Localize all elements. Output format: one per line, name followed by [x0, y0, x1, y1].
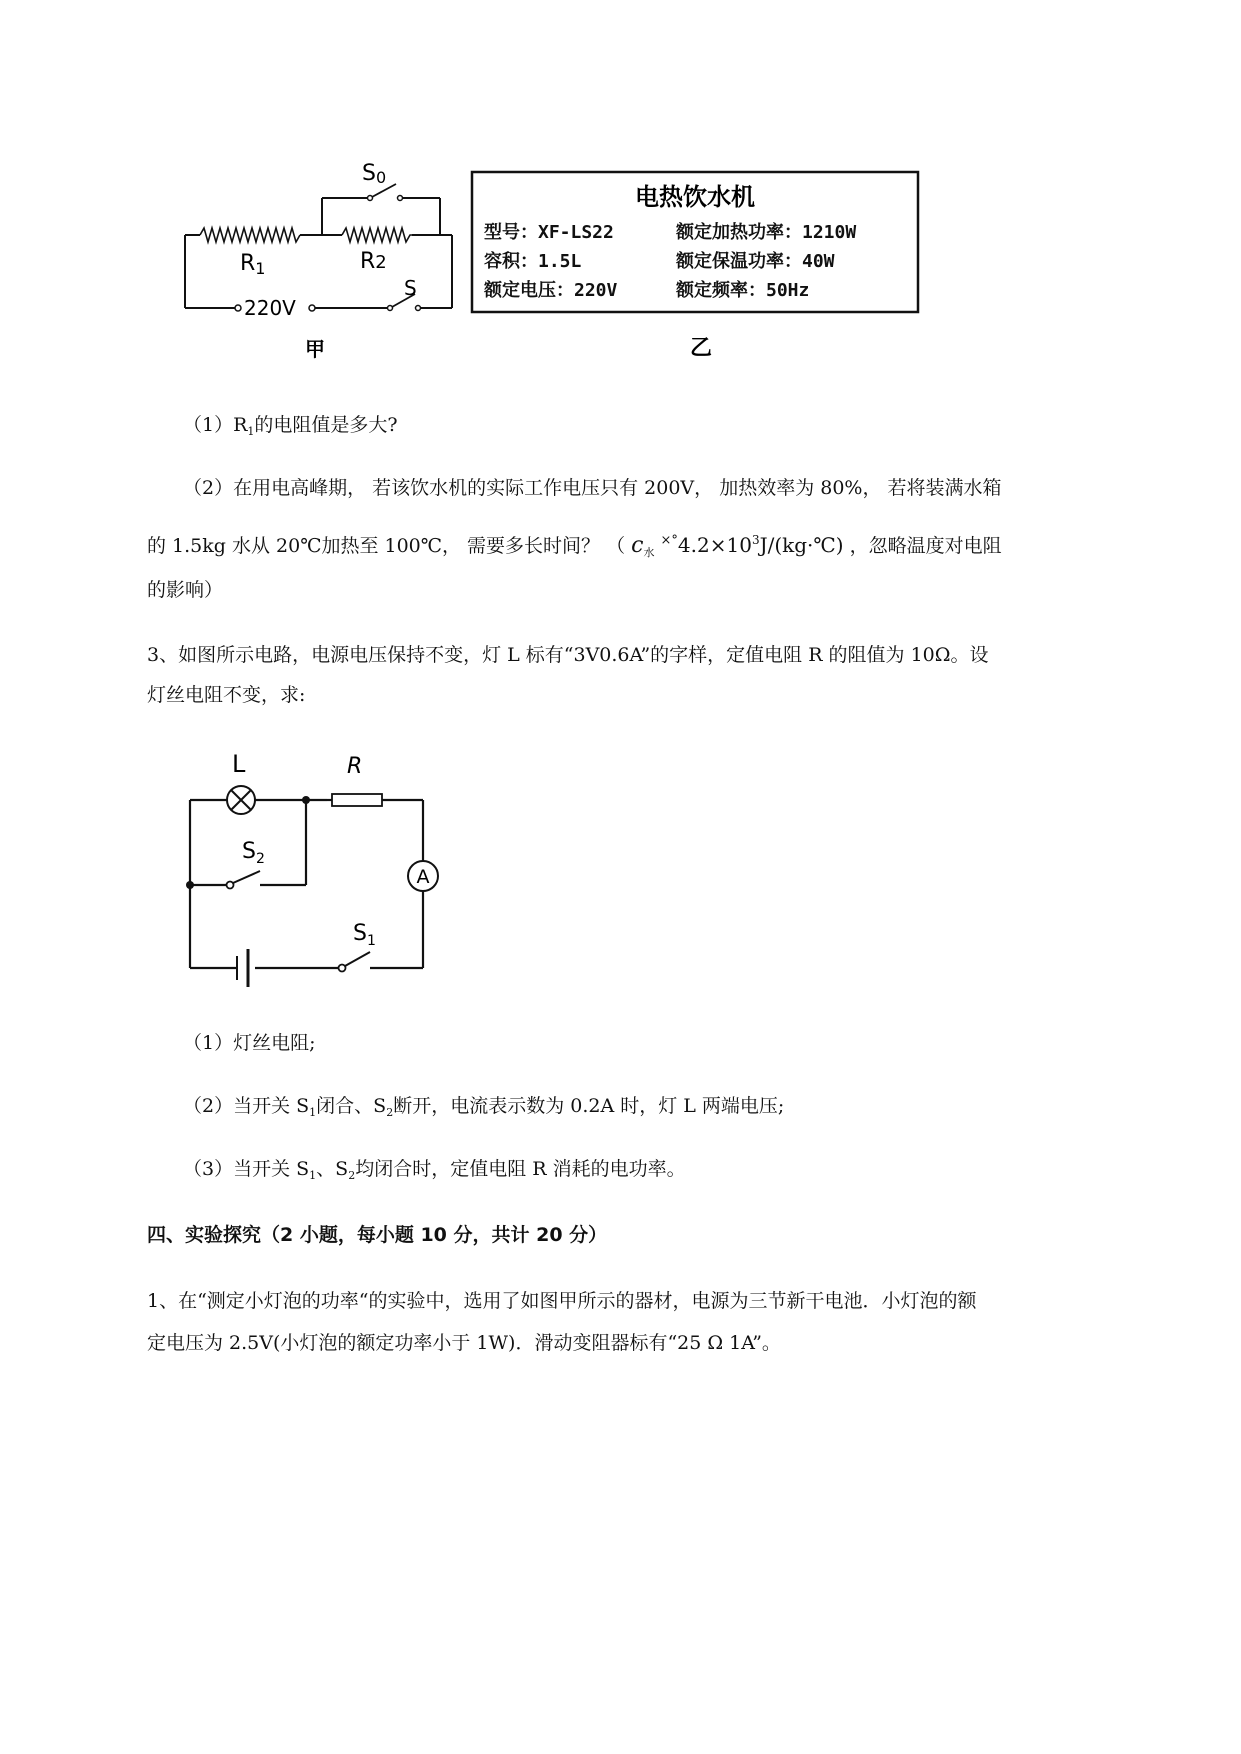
q2-part2-line1: （2）在用电高峰期， 若该饮水机的实际工作电压只有 200V， 加热效率为 80%， 若将装满水箱: [183, 477, 1002, 499]
label-r: R: [347, 754, 363, 779]
q3-line1: 3、如图所示电路，电源电压保持不变，灯 L 标有“3V0.6A”的字样，定值电阻 R 的阻值为 10Ω。设: [147, 644, 989, 666]
figure-jia-circuit: [170, 150, 470, 365]
svg-text:A: A: [416, 866, 430, 888]
label-s1: $S_1$: [353, 921, 376, 949]
q3-part1: （1）灯丝电阻;: [183, 1032, 316, 1054]
label-s2: $S_2$: [242, 839, 265, 867]
q3-part2: （2）当开关 $S_1$闭合、$S_2$断开，电流表示数为 0.2A 时，灯 L 两端电压;: [183, 1095, 785, 1119]
label-s0: S0: [362, 161, 387, 187]
s4q1-line2: 定电压为 2.5V(小灯泡的额定功率小于 1W)．滑动变阻器标有“25 Ω 1A”。: [147, 1332, 781, 1354]
switch-s2: [227, 871, 261, 889]
label-l: L: [232, 750, 246, 778]
nameplate-voltage: 额定电压：220V: [484, 280, 618, 301]
figure-yi-caption: 乙: [690, 336, 713, 361]
lamp-l-icon: [227, 786, 255, 814]
ammeter-icon: [408, 861, 438, 891]
label-s: S: [404, 276, 417, 300]
q2-part1: $(1)R_1$的电阻值是多大?: [183, 414, 398, 438]
battery-icon: [237, 949, 248, 987]
nameplate-model: 型号：XF-LS22: [484, 222, 614, 243]
nameplate-frequency: 额定频率：50Hz: [676, 280, 810, 301]
s4q1-line1: 1、在“测定小灯泡的功率“的实验中，选用了如图甲所示的器材，电源为三节新干电池．小灯泡的额: [147, 1290, 977, 1312]
nameplate-title: 电热饮水机: [635, 183, 755, 211]
q2-part2-line2: 的 1.5kg 水从 20℃加热至 100℃， 需要多长时间？ （ $c_水$ $^{\times^\circ}4.2\times 10^3J/(kg\cdot℃)$ ，忽略温度对电阻: [147, 533, 1002, 559]
figure-circuit2: [170, 745, 460, 995]
q2-part2-line3: 的影响）: [147, 579, 224, 601]
label-voltage: 220V: [244, 296, 296, 320]
nameplate-capacity: 容积：1.5L: [484, 251, 582, 272]
switch-s1: [339, 952, 371, 972]
label-r2: R2: [360, 249, 387, 274]
figure-yi-nameplate: [470, 170, 920, 365]
q3-line2: 灯丝电阻不变，求:: [147, 684, 306, 706]
q3-part3: （3）当开关 $S_1$、$S_2$均闭合时，定值电阻 R 消耗的电功率。: [183, 1158, 686, 1182]
label-r1: R1: [240, 251, 266, 278]
figure-jia-caption: 甲: [305, 337, 325, 361]
section4-heading: 四、实验探究（2 小题，每小题 10 分，共计 20 分）: [147, 1224, 608, 1246]
small-mark: ×°: [660, 533, 678, 548]
nameplate-heating-power: 额定加热功率：1210W: [676, 222, 857, 243]
nameplate-keepwarm-power: 额定保温功率：40W: [676, 251, 835, 272]
